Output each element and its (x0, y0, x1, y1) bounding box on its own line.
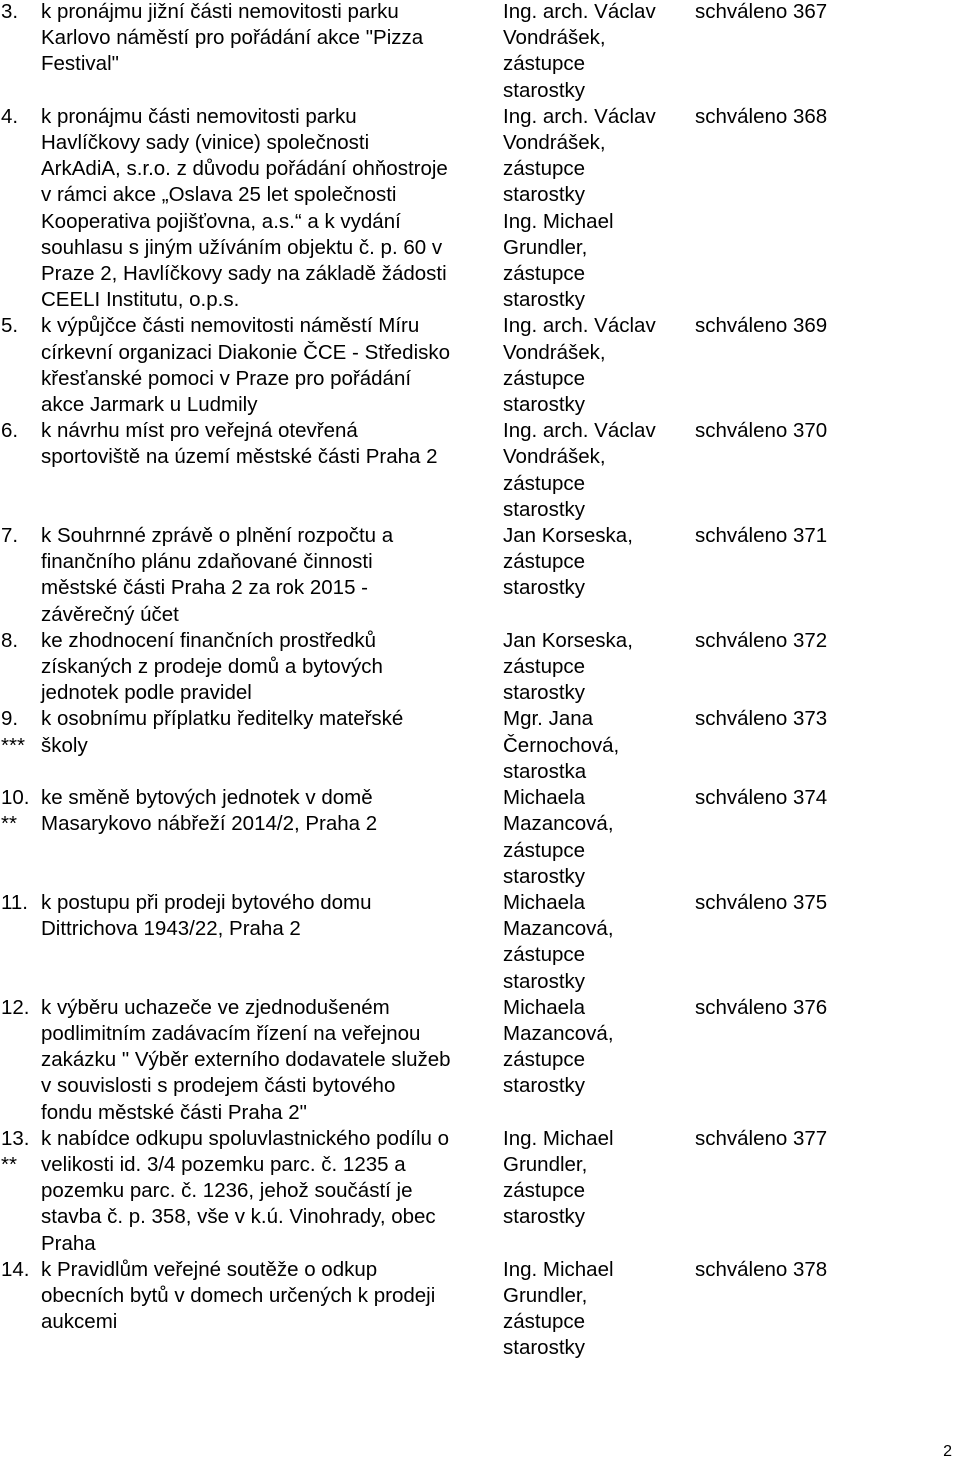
item-number: 9. *** (1, 707, 25, 757)
list-item (0, 995, 960, 1126)
list-item (0, 0, 960, 104)
item-result: schváleno 367 (695, 0, 828, 23)
list-item (0, 104, 960, 314)
item-number: 4. (1, 104, 19, 128)
item-result: schváleno 375 (695, 890, 828, 914)
item-number: 14. (1, 1257, 30, 1281)
list-item (0, 523, 960, 628)
item-subject: k výběru uchazeče ve zjednodušeném podlimitním zadávacím řízení na veřejnou zakázku " Výběr externího dodavatele služeb v souvislosti s prodejem části bytového fondu městské části Praha 2" (41, 995, 451, 1124)
item-result: schváleno 377 (695, 1126, 828, 1150)
item-subject: k postupu při prodeji bytového domu Dittrichova 1943/22, Praha 2 (41, 890, 372, 941)
list-item (0, 628, 960, 707)
item-number: 7. (1, 524, 19, 548)
item-presenter: Michaela Mazancová, zástupce starostky (503, 786, 614, 888)
list-item (0, 418, 960, 523)
item-result: schváleno 372 (695, 628, 828, 652)
item-subject: k pronájmu části nemovitosti parku Havlíčkovy sady (vinice) společnosti ArkAdiA, s.r.o. z důvodu pořádání ohňostroje v rámci akce „Oslava 25 let společnosti Kooperativa pojišťovna, a.s.“ a k vydání souhlasu s jiným užíváním objektu č. p. 60 v Praze 2, Havlíčkovy sady na základě žádosti CEELI Institutu, o.p.s. (41, 104, 448, 312)
item-presenter: Jan Korseska, zástupce starostky (503, 628, 633, 705)
item-presenter: Michaela Mazancová, zástupce starostky (503, 890, 614, 993)
item-presenter: Ing. Michael Grundler, zástupce starostky (503, 1126, 614, 1229)
item-number: 6. (1, 419, 19, 443)
item-number: 3. (1, 0, 19, 23)
item-result: schváleno 378 (695, 1257, 828, 1281)
item-presenter: Ing. arch. Václav Vondrášek, zástupce starostky (503, 314, 656, 417)
item-presenter: Jan Korseska, zástupce starostky (503, 524, 633, 600)
item-number: 12. (1, 995, 30, 1019)
list-item (0, 785, 960, 890)
item-number: 13. ** (1, 1126, 30, 1176)
list-item (0, 1126, 960, 1257)
item-subject: ke směně bytových jednotek v domě Masarykovo nábřeží 2014/2, Praha 2 (41, 786, 378, 836)
list-item (0, 890, 960, 995)
item-presenter: Michaela Mazancová, zástupce starostky (503, 995, 614, 1098)
item-subject: k Pravidlům veřejné soutěže o odkup obecních bytů v domech určených k prodeji aukcemi (41, 1257, 436, 1334)
item-subject: k osobnímu příplatku ředitelky mateřské školy (41, 707, 404, 757)
item-presenter: Mgr. Jana Černochová, starostka (503, 707, 620, 783)
item-subject: k nabídce odkupu spoluvlastnického podílu o velikosti id. 3/4 pozemku parc. č. 1235 a pozemku parc. č. 1236, jehož součástí je stavba č. p. 358, vše v k.ú. Vinohrady, obec Praha (41, 1126, 450, 1255)
item-result: schváleno 373 (695, 707, 828, 731)
item-presenter: Ing. arch. Václav Vondrášek, zástupce starostky Ing. Michael Grundler, zástupce starostky (503, 104, 656, 312)
item-subject: ke zhodnocení finančních prostředků získaných z prodeje domů a bytových jednotek podle pravidel (41, 628, 383, 705)
item-presenter: Ing. arch. Václav Vondrášek, zástupce starostky (503, 419, 656, 521)
item-number: 5. (1, 314, 19, 338)
item-subject: k návrhu míst pro veřejná otevřená sportoviště na území městské části Praha 2 (41, 419, 438, 469)
item-presenter: Ing. Michael Grundler, zástupce starostky (503, 1257, 614, 1360)
list-item (0, 706, 960, 785)
page-number: 2 (943, 1442, 952, 1460)
item-result: schváleno 369 (695, 314, 828, 338)
item-result: schváleno 368 (695, 104, 828, 128)
item-result: schváleno 374 (695, 786, 828, 810)
item-number: 10. ** (1, 786, 30, 836)
item-result: schváleno 370 (695, 419, 828, 443)
item-presenter: Ing. arch. Václav Vondrášek, zástupce starostky (503, 0, 656, 102)
item-result: schváleno 376 (695, 995, 828, 1019)
list-item (0, 313, 960, 418)
item-number: 11. (1, 890, 28, 914)
list-item (0, 1257, 960, 1362)
item-subject: k pronájmu jižní části nemovitosti parku Karlovo náměstí pro pořádání akce "Pizza Festival" (41, 0, 424, 76)
item-subject: k výpůjčce části nemovitosti náměstí Míru církevní organizaci Diakonie ČCE - Středisko křesťanské pomoci v Praze pro pořádání akce Jarmark u Ludmily (41, 314, 451, 417)
item-number: 8. (1, 628, 19, 652)
item-subject: k Souhrnné zprávě o plnění rozpočtu a finančního plánu zdaňované činnosti městské části Praha 2 za rok 2015 - závěrečný účet (41, 524, 394, 626)
item-result: schváleno 371 (695, 524, 828, 548)
